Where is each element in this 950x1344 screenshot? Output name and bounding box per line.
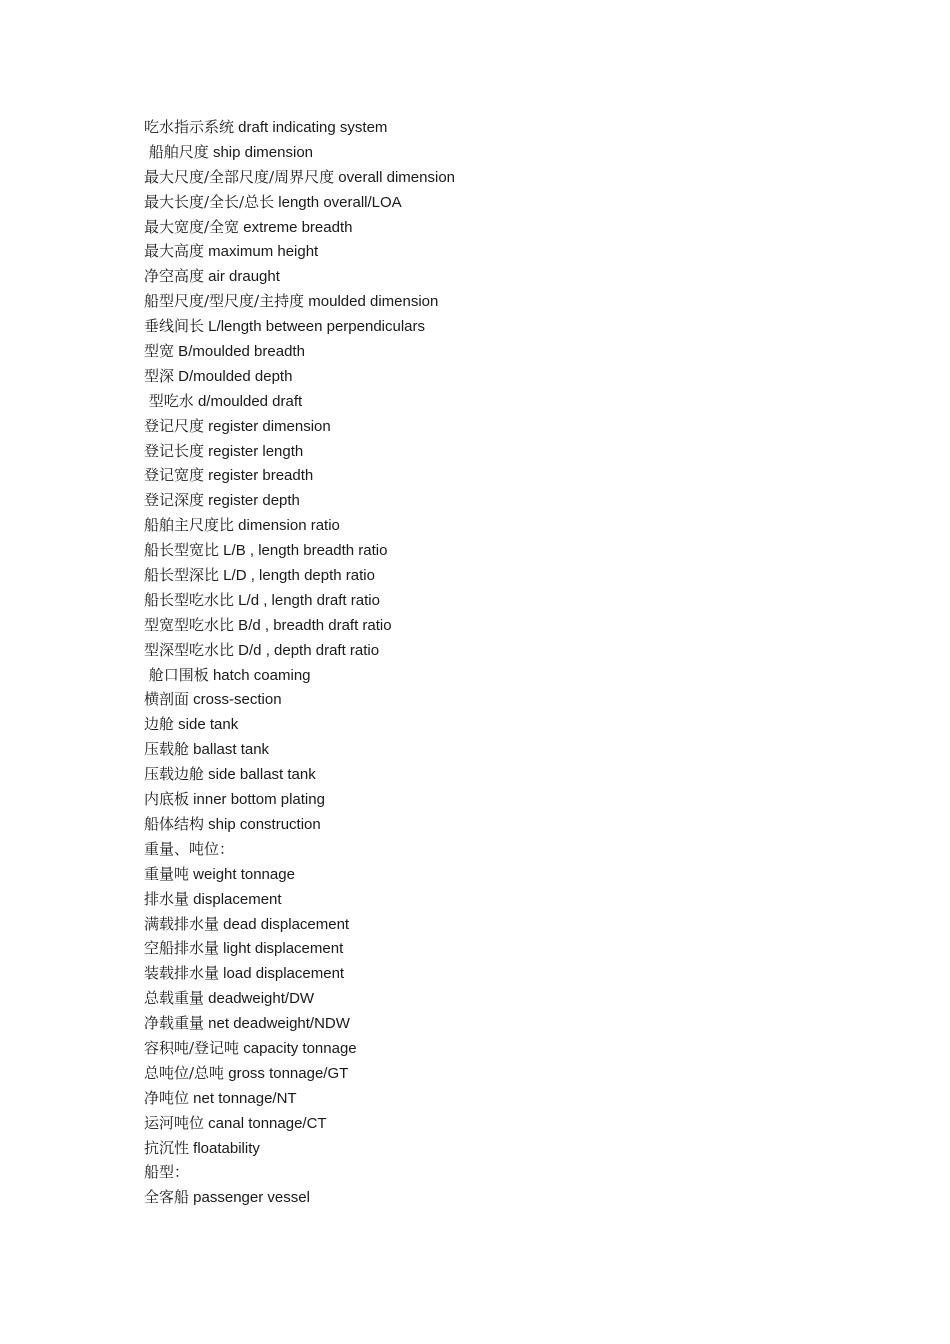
term-english: extreme breadth <box>239 218 353 236</box>
term-english: capacity tonnage <box>239 1039 357 1057</box>
term-english: D/moulded depth <box>174 367 293 385</box>
term-chinese: 船长型宽比 <box>144 541 220 560</box>
term-english: inner bottom plating <box>189 791 325 809</box>
glossary-line <box>144 513 864 538</box>
term-chinese: 垂线间长 <box>144 317 205 336</box>
glossary-line <box>144 837 864 862</box>
term-english: cross-section <box>189 691 282 709</box>
glossary-line <box>144 488 864 513</box>
term-english: maximum height <box>204 243 319 261</box>
term-english: dead displacement <box>219 915 350 933</box>
glossary-line <box>144 289 864 314</box>
term-chinese: 重量、吨位： <box>144 839 235 858</box>
glossary-line <box>144 912 864 937</box>
glossary-line <box>144 1136 864 1161</box>
term-chinese: 船长型吃水比 <box>144 590 235 609</box>
glossary-line <box>144 862 864 887</box>
term-chinese: 型深型吃水比 <box>144 640 235 659</box>
term-english: register dimension <box>204 417 331 435</box>
term-chinese: 净空高度 <box>144 267 205 286</box>
term-chinese: 登记长度 <box>144 441 205 460</box>
term-chinese: 船型尺度/型尺度/主持度 <box>144 292 305 311</box>
term-chinese: 横剖面 <box>144 690 190 709</box>
glossary-line <box>144 563 864 588</box>
term-chinese: 船舶主尺度比 <box>144 516 235 535</box>
glossary-line <box>144 364 864 389</box>
glossary-line <box>144 1185 864 1210</box>
term-chinese: 总吨位/总吨 <box>144 1063 225 1082</box>
term-chinese: 内底板 <box>144 790 190 809</box>
glossary-line <box>144 613 864 638</box>
glossary-line <box>144 936 864 961</box>
glossary-line <box>144 712 864 737</box>
term-chinese: 抗沉性 <box>144 1138 190 1157</box>
glossary-line <box>144 190 864 215</box>
term-chinese: 船体结构 <box>144 814 205 833</box>
glossary-line <box>144 638 864 663</box>
term-chinese: 净吨位 <box>144 1088 190 1107</box>
term-chinese: 船舶尺度 <box>144 142 209 161</box>
term-english: weight tonnage <box>189 865 295 883</box>
term-chinese: 型深 <box>144 366 175 385</box>
glossary-line <box>144 264 864 289</box>
term-english: canal tonnage/CT <box>204 1114 327 1132</box>
term-english: L/D , length depth ratio <box>219 567 375 585</box>
term-chinese: 最大尺度/全部尺度/周界尺度 <box>144 167 335 186</box>
term-english: overall dimension <box>334 168 456 186</box>
term-chinese: 吃水指示系统 <box>144 118 235 136</box>
term-english: draft indicating system <box>234 119 388 136</box>
term-chinese: 排水量 <box>144 889 190 908</box>
term-chinese: 型吃水 <box>144 391 194 410</box>
term-chinese: 最大高度 <box>144 242 205 261</box>
term-english: register length <box>204 442 304 460</box>
term-english: load displacement <box>219 965 345 983</box>
glossary-line <box>144 1160 864 1185</box>
term-english: length overall/LOA <box>274 193 402 211</box>
term-english: B/d , breadth draft ratio <box>234 616 392 634</box>
glossary-line <box>144 463 864 488</box>
glossary-line <box>144 140 864 165</box>
glossary-line <box>144 787 864 812</box>
term-english: deadweight/DW <box>204 990 315 1008</box>
glossary-line <box>144 961 864 986</box>
glossary-line <box>144 737 864 762</box>
glossary-line <box>144 239 864 264</box>
term-chinese: 运河吨位 <box>144 1113 205 1132</box>
term-chinese: 登记尺度 <box>144 416 205 435</box>
term-chinese: 最大宽度/全宽 <box>144 217 240 236</box>
term-chinese: 型宽 <box>144 342 175 361</box>
term-english: B/moulded breadth <box>174 343 305 361</box>
glossary-line <box>144 414 864 439</box>
glossary-line <box>144 165 864 190</box>
glossary-line <box>144 389 864 414</box>
glossary-line <box>144 588 864 613</box>
term-english: register depth <box>204 492 300 510</box>
glossary-line <box>144 1111 864 1136</box>
term-english: dimension ratio <box>234 517 340 535</box>
term-english: d/moulded draft <box>193 392 303 410</box>
term-chinese: 舱口围板 <box>144 665 209 684</box>
term-english: net deadweight/NDW <box>204 1015 350 1033</box>
term-english: passenger vessel <box>189 1189 310 1207</box>
glossary-line <box>144 812 864 837</box>
term-chinese: 总载重量 <box>144 989 205 1008</box>
term-english: side tank <box>174 716 239 734</box>
glossary-line <box>144 314 864 339</box>
term-chinese: 装载排水量 <box>144 964 220 983</box>
term-english: moulded dimension <box>304 293 439 311</box>
glossary-line <box>144 687 864 712</box>
term-english: ship construction <box>204 815 321 833</box>
term-english: ballast tank <box>189 741 270 759</box>
term-english: light displacement <box>219 940 344 958</box>
term-chinese: 最大长度/全长/总长 <box>144 192 275 211</box>
term-chinese: 边舱 <box>144 715 175 734</box>
term-english: displacement <box>189 890 282 908</box>
term-english: gross tonnage/GT <box>224 1064 349 1082</box>
term-english: floatability <box>189 1139 260 1157</box>
glossary-line <box>144 1086 864 1111</box>
term-english: air draught <box>204 268 280 286</box>
term-chinese: 全客船 <box>144 1188 190 1207</box>
term-english: L/B , length breadth ratio <box>219 542 388 560</box>
term-english: D/d , depth draft ratio <box>234 641 380 659</box>
glossary-line <box>144 439 864 464</box>
glossary-line <box>144 663 864 688</box>
glossary-line <box>144 215 864 240</box>
glossary-list <box>144 115 864 1210</box>
glossary-line <box>144 887 864 912</box>
term-chinese: 压载边舱 <box>144 765 205 784</box>
term-english: L/length between perpendiculars <box>204 318 426 336</box>
term-chinese: 满载排水量 <box>144 914 220 933</box>
term-english: register breadth <box>204 467 314 485</box>
term-chinese: 船型： <box>144 1163 190 1182</box>
term-chinese: 登记深度 <box>144 491 205 510</box>
glossary-line <box>144 1036 864 1061</box>
term-english: L/d , length draft ratio <box>234 591 380 609</box>
glossary-line <box>144 1061 864 1086</box>
term-chinese: 容积吨/登记吨 <box>144 1038 240 1057</box>
term-chinese: 船长型深比 <box>144 566 220 585</box>
term-english: net tonnage/NT <box>189 1089 297 1107</box>
term-chinese: 净载重量 <box>144 1014 205 1033</box>
term-chinese: 压载舱 <box>144 740 190 759</box>
term-chinese: 登记宽度 <box>144 466 205 485</box>
term-chinese: 重量吨 <box>144 864 190 883</box>
glossary-line <box>144 1011 864 1036</box>
term-english: side ballast tank <box>204 766 316 784</box>
glossary-line <box>144 762 864 787</box>
glossary-line <box>144 986 864 1011</box>
glossary-line <box>144 339 864 364</box>
glossary-line <box>144 115 864 140</box>
term-chinese: 空船排水量 <box>144 939 220 958</box>
term-english: hatch coaming <box>208 666 311 684</box>
glossary-line <box>144 538 864 563</box>
term-english: ship dimension <box>208 143 314 161</box>
term-chinese: 型宽型吃水比 <box>144 615 235 634</box>
